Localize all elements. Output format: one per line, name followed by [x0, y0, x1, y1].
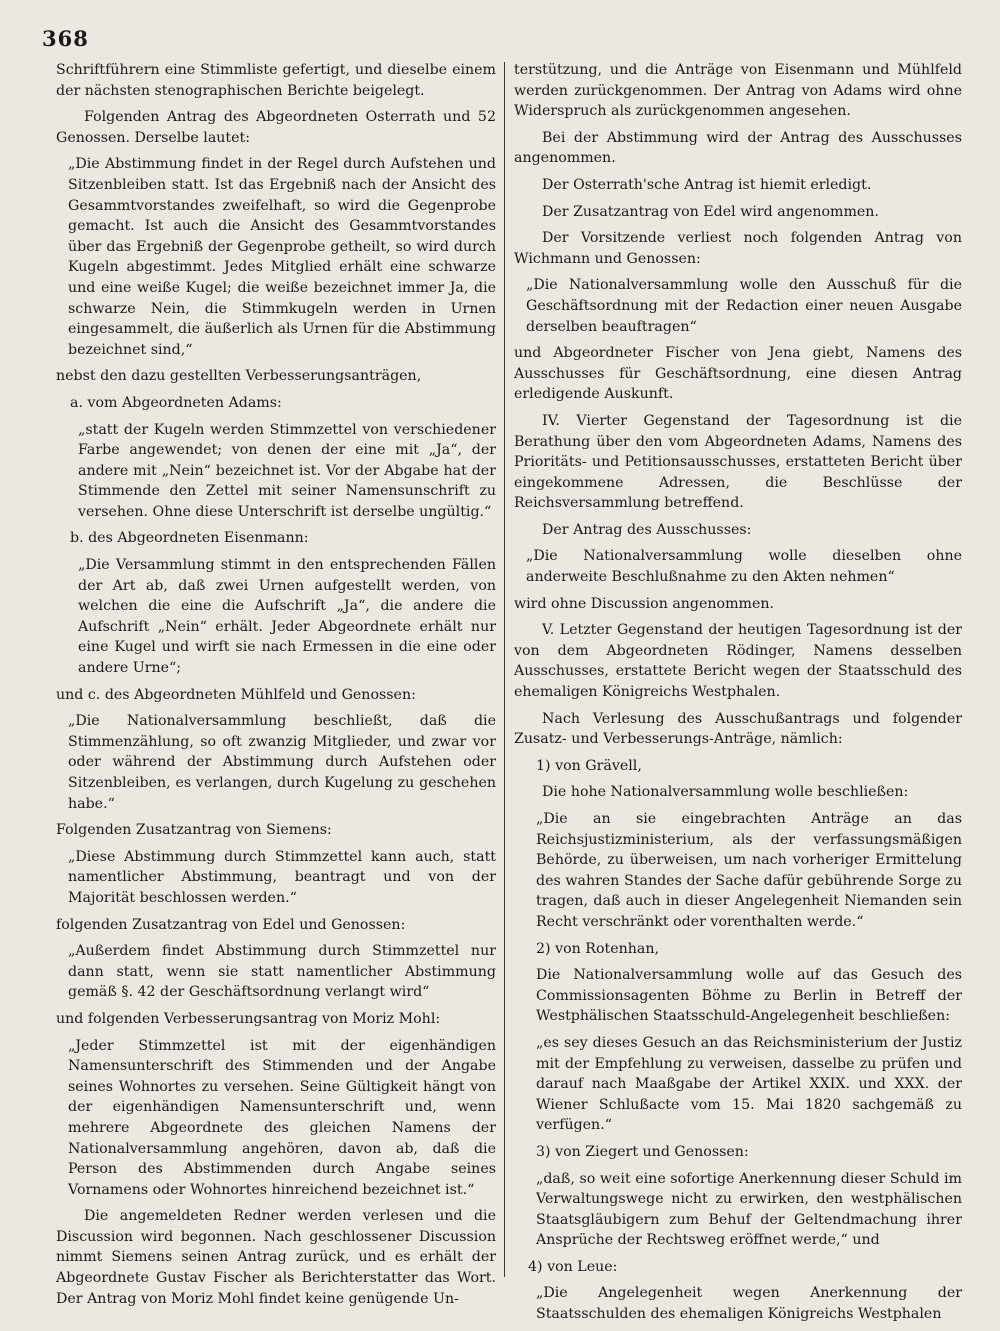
paragraph: Die hohe Nationalversammlung wolle beschließen:	[542, 784, 909, 801]
right-column	[514, 60, 962, 1331]
page-number: 368	[42, 26, 89, 51]
paragraph: Bei der Abstimmung wird der Antrag des Ausschusses angenommen.	[514, 129, 962, 167]
paragraph: wird ohne Discussion angenommen.	[514, 595, 775, 612]
paragraph: Folgenden Zusatzantrag von Siemens:	[56, 822, 332, 839]
paragraph: „Die Abstimmung findet in der Regel durch Aufstehen und Sitzenbleiben statt. Ist das Ergebniß nach der Ansicht des Gesammtvorstandes zweifelhaft, so wird die Gegenprobe gemacht. Ist auch die Ansicht des Gesammtvorstandes über das Ergebniß der Gegenprobe getheilt, so wird durch Kugeln abgestimmt. Jedes Mitglied erhält eine schwarze und eine weiße Kugel; die weiße bezeichnet immer Ja, die schwarze Nein, die Stimmkugeln werden in Urnen eingesammelt, die äußerlich als Urnen für die Abstimmung bezeichnet sind,“	[68, 156, 496, 358]
paragraph: „statt der Kugeln werden Stimmzettel von verschiedener Farbe angewendet; von denen der eine mit „Ja“, der andere mit „Nein“ bezeichnet ist. Vor der Abgabe hat der Stimmende den Zettel mit seiner Namensunschrift zu versehen. Ohne diese Unterschrift ist derselbe ungültig.“	[78, 421, 496, 520]
paragraph: „Die Nationalversammlung wolle dieselben ohne anderweite Beschlußnahme zu den Akten nehmen“	[526, 548, 962, 586]
paragraph: 4) von Leue:	[528, 1258, 618, 1275]
paragraph: „Diese Abstimmung durch Stimmzettel kann auch, statt namentlicher Abstimmung, beantragt und von der Majorität beschlossen werden.“	[68, 848, 496, 906]
paragraph: Der Osterrath'sche Antrag ist hiemit erledigt.	[542, 176, 872, 193]
paragraph: und c. des Abgeordneten Mühlfeld und Genossen:	[56, 686, 416, 703]
paragraph: und folgenden Verbesserungsantrag von Moriz Mohl:	[56, 1010, 441, 1027]
paragraph: „Die Nationalversammlung beschließt, daß die Stimmenzählung, so oft zwanzig Mitglieder, und zwar vor oder während der Abstimmung durch Aufstehen oder Sitzenbleiben, es verlangen, durch Kugelung zu geschehen habe.“	[68, 713, 496, 812]
paragraph: Der Zusatzantrag von Edel wird angenommen.	[542, 203, 879, 220]
paragraph: b. des Abgeordneten Eisenmann:	[70, 530, 309, 547]
paragraph: und Abgeordneter Fischer von Jena giebt, Namens des Ausschusses für Geschäftsordnung, eine diesen Antrag erledigende Auskunft.	[514, 345, 962, 403]
paragraph: „Außerdem findet Abstimmung durch Stimmzettel nur dann statt, wenn sie statt namentlicher Abstimmung gemäß §. 42 der Geschäftsordnung verlangt wird“	[68, 943, 496, 1001]
paragraph: folgenden Zusatzantrag von Edel und Genossen:	[56, 916, 406, 933]
paragraph: 2) von Rotenhan,	[536, 940, 659, 957]
paragraph: Schriftführern eine Stimmliste gefertigt, und dieselbe einem der nächsten stenographischen Berichte beigelegt.	[56, 62, 496, 99]
paragraph: 3) von Ziegert und Genossen:	[536, 1143, 749, 1160]
paragraph: „Jeder Stimmzettel ist mit der eigenhändigen Namensunterschrift des Stimmenden und der Angabe seines Wohnortes zu versehen. Seine Gültigkeit hängt von der eigenhändigen Namensunterschrift und, wenn mehrere Abgeordnete des gleichen Namens der Nationalversammlung angehören, davon ab, daß die Person des Abstimmenden durch Angabe seines Vornamens oder Wohnortes hinreichend bezeichnet ist.“	[68, 1037, 496, 1198]
paragraph: „es sey dieses Gesuch an das Reichsministerium der Justiz mit der Empfehlung zu verweisen, dasselbe zu prüfen und darauf nach Maaßgabe der Artikel XXIX. und XXX. der Wiener Schlußacte vom 15. Mai 1820 sachgemäß zu verfügen.“	[536, 1034, 962, 1134]
left-column	[56, 60, 496, 1315]
paragraph: V. Letzter Gegenstand der heutigen Tagesordnung ist der von dem Abgeordneten Rödinger, Namens desselben Ausschusses, erstattete Bericht wegen der Staatsschuld des ehemaligen Königreichs Westphalen.	[514, 622, 962, 701]
paragraph: IV. Vierter Gegenstand der Tagesordnung ist die Berathung über den vom Abgeordneten Adams, Namens des Prioritäts- und Petitionsausschusses, erstatteten Bericht über eingekommene Adressen, die Beschlüsse der Reichsversammlung betreffend.	[514, 412, 962, 512]
paragraph: Die Nationalversammlung wolle auf das Gesuch des Commissionsagenten Böhme zu Berlin in Betreff der Westphälischen Staatsschuld-Angelegenheit beschließen:	[536, 967, 962, 1025]
paragraph: a. vom Abgeordneten Adams:	[70, 394, 282, 411]
paragraph: Der Vorsitzende verliest noch folgenden Antrag von Wichmann und Genossen:	[514, 230, 962, 267]
paragraph: „Die an sie eingebrachten Anträge an das Reichsjustizministerium, als der verfassungsmäßigen Behörde, zu überweisen, um nach vorheriger Ermittelung des wahren Standes der Sache dafür gebührende Sorge zu tragen, daß auch in dieser Angelegenheit Niemanden sein Recht verschränkt oder vorenthalten werde.“	[536, 811, 962, 930]
column-divider	[504, 62, 505, 1277]
paragraph: Folgenden Antrag des Abgeordneten Osterrath und 52 Genossen. Derselbe lautet:	[56, 109, 496, 146]
paragraph: Die angemeldeten Redner werden verlesen und die Discussion wird begonnen. Nach geschlossener Discussion nimmt Siemens seinen Antrag zurück, und es erhält der Abgeordnete Gustav Fischer als Berichterstatter das Wort. Der Antrag von Moriz Mohl findet keine genügende Un-	[56, 1208, 496, 1307]
paragraph: terstützung, und die Anträge von Eisenmann und Mühlfeld werden zurückgenommen. Der Antrag von Adams wird ohne Widerspruch als zurückgenommen angesehen.	[514, 62, 962, 120]
paragraph: Nach Verlesung des Ausschußantrags und folgender Zusatz- und Verbesserungs-Anträge, nämlich:	[514, 710, 962, 748]
paragraph: „Die Angelegenheit wegen Anerkennung der Staatsschulden des ehemaligen Königreichs Westphalen	[536, 1285, 962, 1323]
paragraph: „Die Versammlung stimmt in den entsprechenden Fällen der Art ab, daß zwei Urnen aufgestellt werden, von welchen die eine die Aufschrift „Ja“, die andere die Aufschrift „Nein“ erhält. Jeder Abgeordnete erhält nur eine Kugel und wirft sie nach Ermessen in die eine oder andere Urne“;	[78, 557, 496, 677]
paragraph: nebst den dazu gestellten Verbesserungsanträgen,	[56, 368, 422, 385]
paragraph: 1) von Grävell,	[536, 757, 642, 774]
paragraph: „Die Nationalversammlung wolle den Ausschuß für die Geschäftsordnung mit der Redaction einer neuen Ausgabe derselben beauftragen“	[526, 277, 962, 335]
paragraph: Der Antrag des Ausschusses:	[542, 521, 752, 538]
paragraph: „daß, so weit eine sofortige Anerkennung dieser Schuld im Verwaltungswege nicht zu erwirken, den westphälischen Staatsgläubigern zum Behuf der Geltendmachung ihrer Ansprüche der Rechtsweg eröffnet werde,“ und	[536, 1170, 962, 1249]
